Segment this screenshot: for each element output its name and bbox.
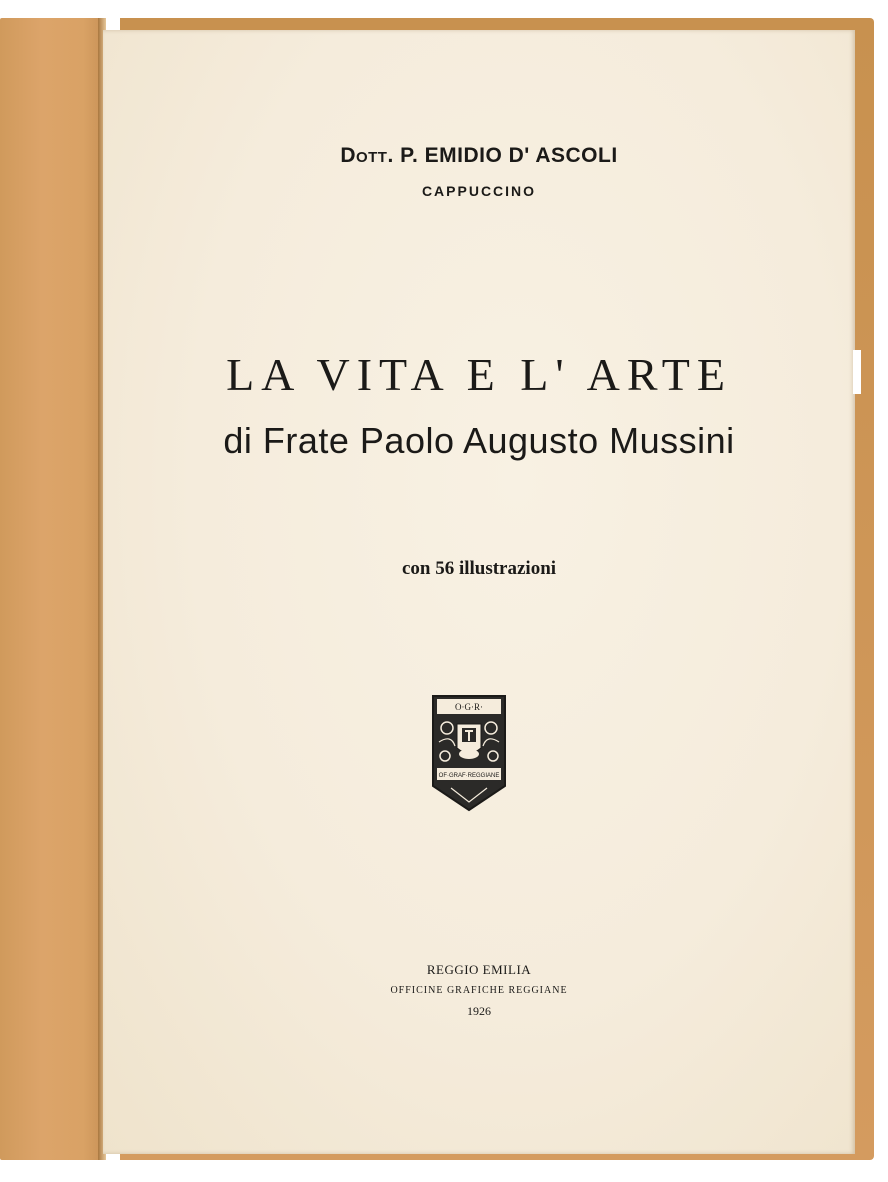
- emblem-top-text: O·G·R·: [455, 702, 483, 712]
- author-line: Dott. P. EMIDIO D' ASCOLI: [340, 144, 618, 167]
- book-subtitle: di Frate Paolo Augusto Mussini: [223, 420, 735, 461]
- book-title: LA VITA E L' ARTE: [226, 349, 732, 400]
- printer-emblem-icon: [431, 694, 507, 812]
- emblem-bottom-text: OF·GRAF·REGGIANE: [438, 773, 500, 779]
- publisher-name: OFFICINE GRAFICHE REGGIANE: [390, 985, 568, 996]
- order-line: CAPPUCCINO: [421, 183, 537, 199]
- title-page: [103, 30, 855, 1154]
- publication-year: 1926: [467, 1004, 491, 1018]
- cover-left-flap: [0, 18, 104, 1160]
- illustrations-note: con 56 illustrazioni: [401, 558, 557, 579]
- publication-city: REGGIO EMILIA: [426, 962, 532, 977]
